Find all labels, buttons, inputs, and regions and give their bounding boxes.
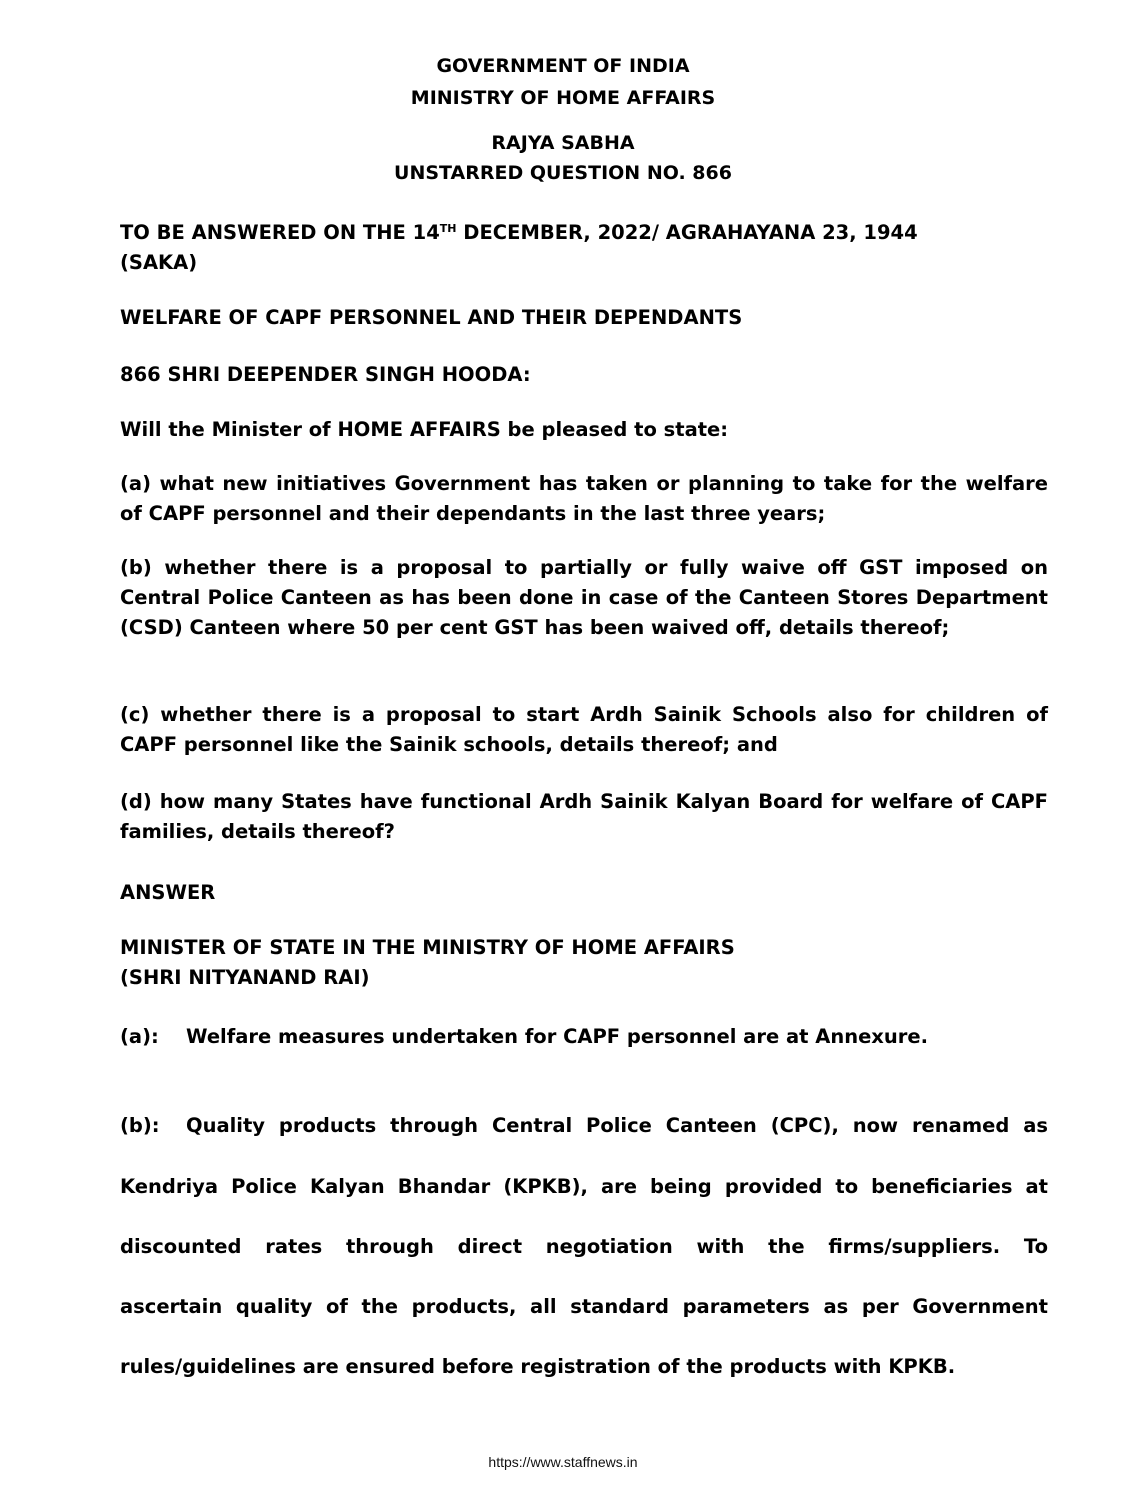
question-a: (a) what new initiatives Government has taken or planning to take for the welfare of CAPF personnel and their dependants in the last three years; — [120, 472, 1048, 525]
question-d: (d) how many States have functional Ardh Sainik Kalyan Board for welfare of CAPF families, details thereof? — [120, 790, 1048, 843]
subject: WELFARE OF CAPF PERSONNEL AND THEIR DEPENDANTS — [120, 306, 743, 329]
header-government: GOVERNMENT OF INDIA — [436, 55, 690, 77]
question-b: (b) whether there is a proposal to partially or fully waive off GST imposed on Central Police Canteen as has been done in case of the Canteen Stores Department (CSD) Canteen where 50 per cent GST has been waived off, details thereof; — [120, 556, 1048, 639]
answer-heading: ANSWER — [120, 881, 216, 904]
question-intro: Will the Minister of HOME AFFAIRS be pleased to state: — [120, 418, 729, 441]
date-suffix: DECEMBER, 2022/ AGRAHAYANA 23, 1944 — [456, 221, 918, 244]
date-prefix: TO BE ANSWERED ON THE 14 — [120, 221, 440, 244]
answer-b-line-3: discounted rates through direct negotiation with the firms/suppliers. To — [120, 1235, 1048, 1258]
answer-a — [120, 1022, 1048, 1052]
minister-title: MINISTER OF STATE IN THE MINISTRY OF HOME AFFAIRS — [120, 936, 735, 959]
answer-b-line-2: Kendriya Police Kalyan Bhandar (KPKB), are being provided to beneficiaries at — [120, 1175, 1048, 1198]
footer-url: https://www.staffnews.in — [488, 1454, 638, 1470]
header-question-number: UNSTARRED QUESTION NO. 866 — [394, 162, 732, 184]
answer-a-text: Welfare measures undertaken for CAPF personnel are at Annexure. — [186, 1025, 929, 1048]
answer-b-line-1-text: Quality products through Central Police Canteen (CPC), now renamed as — [186, 1114, 1048, 1137]
answer-a-label: (a): — [120, 1025, 159, 1048]
answer-b-line-4: ascertain quality of the products, all standard parameters as per Government — [120, 1295, 1048, 1318]
minister-name: (SHRI NITYANAND RAI) — [120, 966, 370, 989]
date-line — [120, 218, 1048, 248]
header-ministry: MINISTRY OF HOME AFFAIRS — [410, 87, 716, 109]
answer-b-label: (b): — [120, 1114, 160, 1137]
question-c: (c) whether there is a proposal to start Ardh Sainik Schools also for children of CAPF personnel like the Sainik schools, details thereof; and — [120, 703, 1048, 756]
answer-b-line-5: rules/guidelines are ensured before registration of the products with KPKB. — [120, 1355, 956, 1378]
member-name: 866 SHRI DEEPENDER SINGH HOODA: — [120, 363, 531, 386]
header-house: RAJYA SABHA — [491, 132, 635, 154]
date-sup: TH — [439, 222, 457, 235]
date-line-saka: (SAKA) — [120, 251, 198, 274]
answer-b-line-1 — [120, 1114, 1048, 1138]
